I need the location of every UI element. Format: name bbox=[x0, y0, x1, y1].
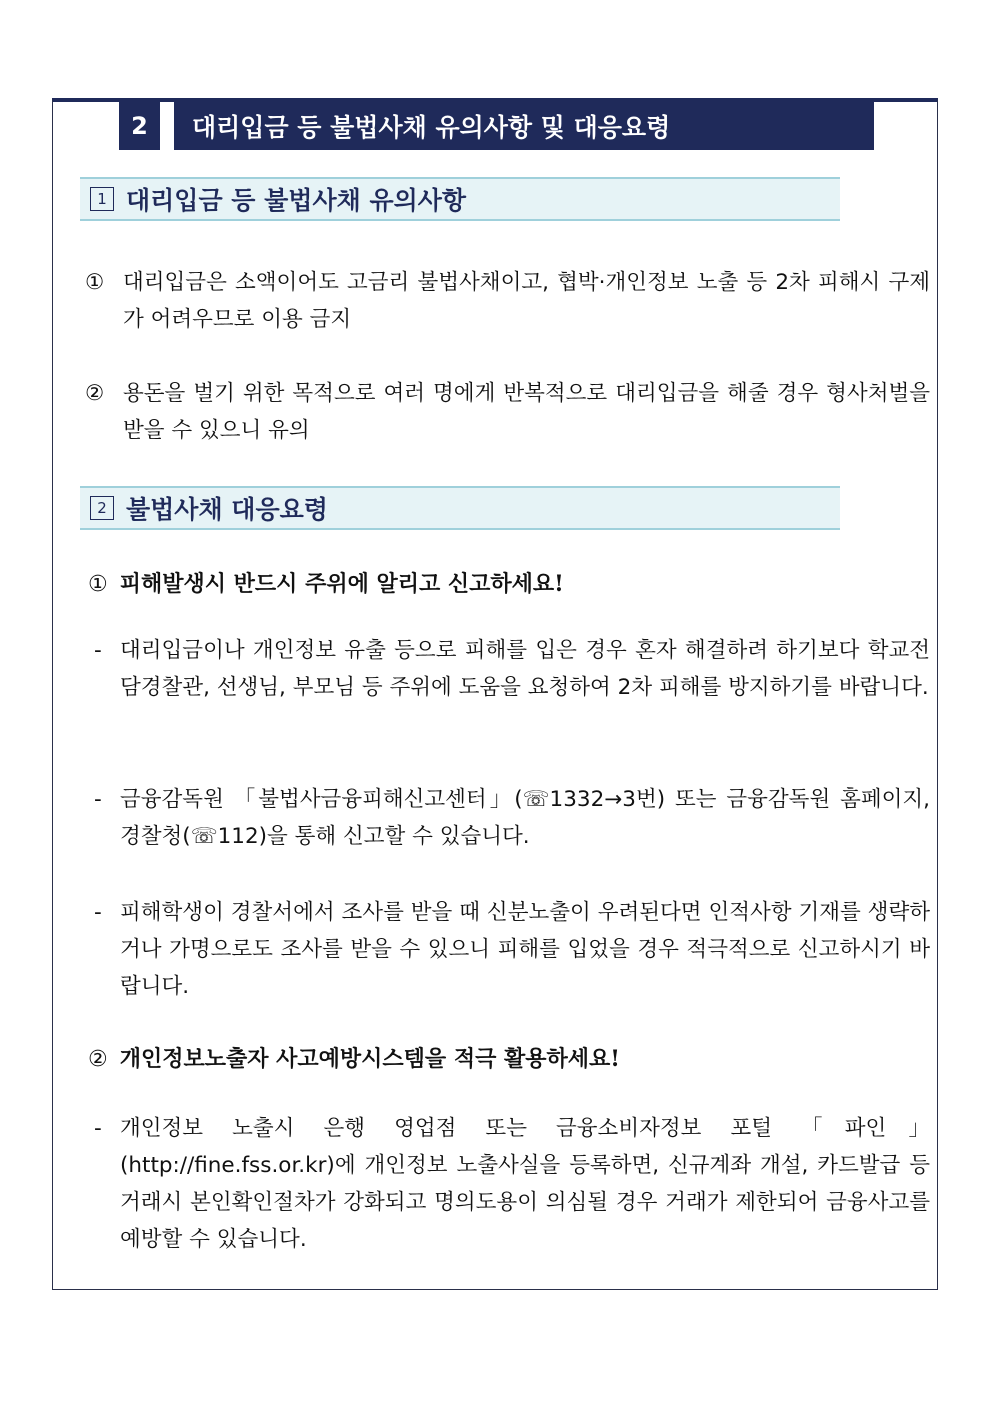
heading-text: 개인정보노출자 사고예방시스템을 적극 활용하세요! bbox=[119, 1046, 620, 1072]
bullet-marker: - bbox=[94, 638, 102, 663]
item-text: 용돈을 벌기 위한 목적으로 여러 명에게 반복적으로 대리입금을 해줄 경우 형사처벌을 받을 수 있으니 유의 bbox=[123, 381, 930, 443]
item-marker: ② bbox=[85, 381, 105, 406]
bullet-text: 피해학생이 경찰서에서 조사를 받을 때 신분노출이 우려된다면 인적사항 기재를 생략하거나 가명으로도 조사를 받을 수 있으니 피해를 입었을 경우 적극적으로 신고하시기 바랍니다. bbox=[120, 900, 930, 999]
bullet-item bbox=[94, 781, 930, 855]
bullet-item bbox=[94, 632, 930, 706]
response-heading-2 bbox=[88, 1042, 620, 1073]
list-item bbox=[85, 264, 930, 338]
bullet-marker: - bbox=[94, 787, 102, 812]
section-title: 대리입금 등 불법사채 유의사항 및 대응요령 bbox=[174, 102, 874, 150]
item-marker: ① bbox=[85, 270, 105, 295]
bullet-marker: - bbox=[94, 1116, 102, 1141]
heading-text: 피해발생시 반드시 주위에 알리고 신고하세요! bbox=[119, 571, 564, 597]
response-heading-1 bbox=[88, 567, 564, 598]
bullet-text: 대리입금이나 개인정보 유출 등으로 피해를 입은 경우 혼자 해결하려 하기보다 학교전담경찰관, 선생님, 부모님 등 주위에 도움을 요청하여 2차 피해를 방지하기를 바랍니다. bbox=[120, 638, 930, 700]
list-item bbox=[85, 375, 930, 449]
bullet-text: 금융감독원 「불법사금융피해신고센터」(☏1332→3번) 또는 금융감독원 홈페이지, 경찰청(☏112)을 통해 신고할 수 있습니다. bbox=[120, 787, 930, 849]
bullet-text: 개인정보 노출시 은행 영업점 또는 금융소비자정보 포털 「파인」(http://fine.fss.or.kr)에 개인정보 노출사실을 등록하면, 신규계좌 개설, 카드발급 등 거래시 본인확인절차가 강화되고 명의도용이 의심될 경우 거래가 제한되어 금융사고를 예방할 수 있습니다. bbox=[120, 1116, 930, 1252]
subheading-number-box: 2 bbox=[90, 496, 114, 520]
bullet-item bbox=[94, 1110, 930, 1258]
subheading-title: 대리입금 등 불법사채 유의사항 bbox=[126, 186, 467, 215]
bullet-marker: - bbox=[94, 900, 102, 925]
bullet-item bbox=[94, 894, 930, 1005]
section-number: 2 bbox=[119, 102, 160, 150]
heading-marker: ② bbox=[88, 1047, 108, 1072]
item-text: 대리입금은 소액이어도 고금리 불법사채이고, 협박·개인정보 노출 등 2차 피해시 구제가 어려우므로 이용 금지 bbox=[123, 270, 930, 332]
subheading-title: 불법사채 대응요령 bbox=[126, 495, 328, 524]
subheading-cautions bbox=[80, 177, 840, 221]
subheading-number-box: 1 bbox=[90, 187, 114, 211]
heading-marker: ① bbox=[88, 572, 108, 597]
subheading-response bbox=[80, 486, 840, 530]
